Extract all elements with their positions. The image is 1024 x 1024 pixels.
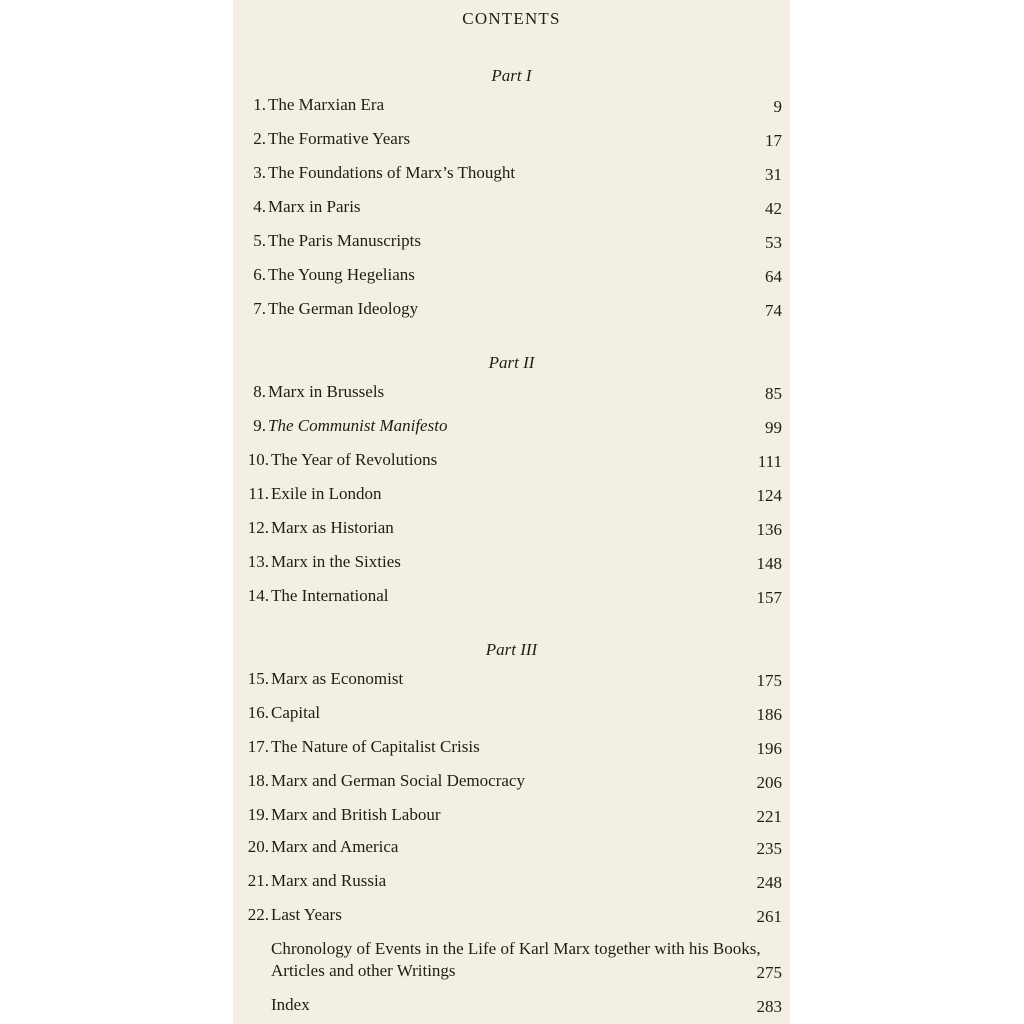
- page-number: 221: [756, 807, 782, 826]
- chapter-number: 22.: [247, 905, 269, 924]
- chapter-title: Marx as Economist: [271, 669, 404, 688]
- chapter-title: The Foundations of Marx’s Thought: [268, 163, 516, 182]
- page-number: 248: [756, 873, 782, 892]
- chapter-title: The Communist Manifesto: [268, 416, 448, 435]
- page-number: 74: [765, 301, 782, 320]
- chapter-number: 1.: [253, 95, 266, 114]
- chapter-title: The Paris Manuscripts: [268, 231, 421, 250]
- chapter-title: Marx and Russia: [271, 871, 387, 890]
- part-heading: Part I: [491, 66, 532, 85]
- chapter-number: 19.: [247, 805, 269, 824]
- chapter-number: 16.: [247, 703, 269, 722]
- chapter-number: 11.: [248, 484, 269, 503]
- chapter-title: Exile in London: [271, 484, 382, 503]
- chapter-number: 9.: [253, 416, 266, 435]
- chapter-title: The Marxian Era: [268, 95, 385, 114]
- chapter-number: 20.: [247, 837, 269, 856]
- chapter-number: 18.: [247, 771, 269, 790]
- page-number: 99: [765, 418, 782, 437]
- page-number: 17: [765, 131, 782, 150]
- page-number: 53: [765, 233, 782, 252]
- chapter-title: Marx in the Sixties: [271, 552, 401, 571]
- chapter-number: 17.: [247, 737, 269, 756]
- chapter-title: Marx in Paris: [268, 197, 361, 216]
- chapter-number: 8.: [253, 382, 266, 401]
- page-number: 283: [756, 997, 782, 1016]
- page-number: 196: [756, 739, 782, 758]
- part-heading: Part II: [488, 353, 535, 372]
- chapter-number: 6.: [253, 265, 266, 284]
- page-number: 31: [765, 165, 782, 184]
- chapter-number: 2.: [253, 129, 266, 148]
- chapter-title: Marx in Brussels: [268, 382, 385, 401]
- page-number: 275: [756, 963, 782, 982]
- chapter-title: The Year of Revolutions: [271, 450, 438, 469]
- chapter-number: 7.: [253, 299, 266, 318]
- page-number: 85: [765, 384, 782, 403]
- chapter-title: Marx and British Labour: [271, 805, 441, 824]
- chapter-title: Capital: [271, 703, 321, 722]
- part-heading: Part III: [485, 640, 538, 659]
- chapter-number: 5.: [253, 231, 266, 250]
- chapter-title: Last Years: [271, 905, 342, 924]
- page-number: 206: [756, 773, 782, 792]
- back-matter-title: Index: [271, 995, 310, 1014]
- book-page: [233, 0, 790, 1024]
- chapter-number: 4.: [253, 197, 266, 216]
- chapter-title: Marx and America: [271, 837, 399, 856]
- page-number: 261: [756, 907, 782, 926]
- chapter-number: 12.: [247, 518, 269, 537]
- chapter-title: Marx as Historian: [271, 518, 394, 537]
- toc-entry-chronology: [233, 938, 790, 982]
- chapter-number: 10.: [247, 450, 269, 469]
- page-number: 64: [765, 267, 782, 286]
- page-number: 111: [757, 452, 782, 471]
- page-number: 124: [756, 486, 782, 505]
- page-number: 235: [756, 839, 782, 858]
- chapter-title: The Nature of Capitalist Crisis: [271, 737, 480, 756]
- chapter-title: The Formative Years: [268, 129, 411, 148]
- page-number: 175: [756, 671, 782, 690]
- page-number: 136: [756, 520, 782, 539]
- chapter-number: 14.: [247, 586, 269, 605]
- chapter-title: The International: [271, 586, 389, 605]
- chapter-title: Marx and German Social Democracy: [271, 771, 525, 790]
- page-number: 157: [756, 588, 782, 607]
- page-number: 186: [756, 705, 782, 724]
- chapter-number: 13.: [247, 552, 269, 571]
- page-number: 42: [765, 199, 782, 218]
- page-number: 9: [773, 97, 782, 116]
- chapter-number: 3.: [253, 163, 266, 182]
- back-matter-title: Chronology of Events in the Life of Karl Marx together with his Books, Articles and other Writings: [271, 939, 761, 980]
- chapter-title: The German Ideology: [268, 299, 419, 318]
- chapter-number: 21.: [247, 871, 269, 890]
- chapter-number: 15.: [247, 669, 269, 688]
- page-number: 148: [756, 554, 782, 573]
- chapter-title: The Young Hegelians: [268, 265, 415, 284]
- contents-title: CONTENTS: [462, 9, 561, 28]
